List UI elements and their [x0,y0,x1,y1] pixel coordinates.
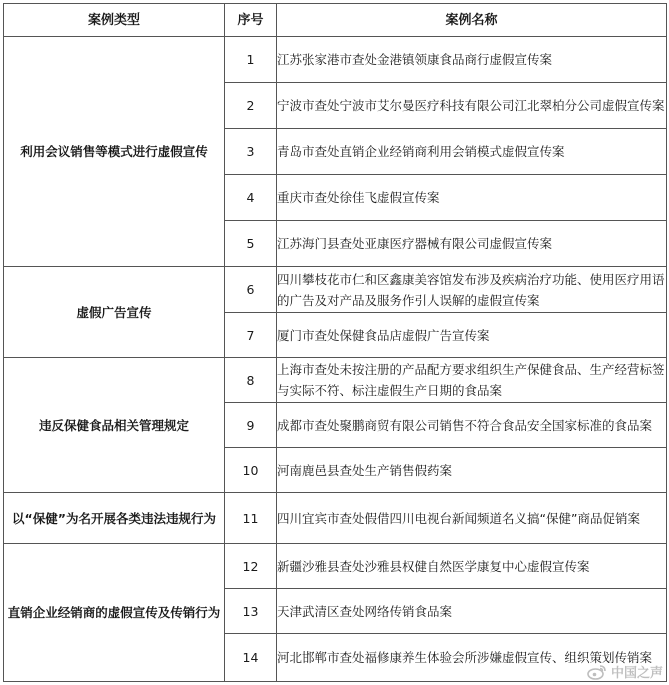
case-name: 宁波市查处宁波市艾尔曼医疗科技有限公司江北翠柏分公司虚假宣传案 [277,83,667,129]
case-number: 7 [225,313,277,358]
case-name: 重庆市查处徐佳飞虚假宣传案 [277,175,667,221]
case-name: 天津武清区查处网络传销食品案 [277,589,667,634]
case-number: 11 [225,493,277,544]
case-name: 四川攀枝花市仁和区鑫康美容馆发布涉及疾病治疗功能、使用医疗用语的广告及对产品及服务作引人误解的虚假宣传案 [277,267,667,313]
case-type-cell: 违反保健食品相关管理规定 [4,358,225,493]
table-row [4,493,667,544]
table-row [4,37,667,83]
case-name: 上海市查处未按注册的产品配方要求组织生产保健食品、生产经营标签与实际不符、标注虚假生产日期的食品案 [277,358,667,403]
case-number: 6 [225,267,277,313]
case-name: 新疆沙雅县查处沙雅县权健自然医学康复中心虚假宣传案 [277,544,667,589]
case-name: 青岛市查处直销企业经销商利用会销模式虚假宣传案 [277,129,667,175]
case-name: 成都市查处聚鹏商贸有限公司销售不符合食品安全国家标准的食品案 [277,403,667,448]
case-number: 5 [225,221,277,267]
watermark [587,662,663,681]
case-name: 江苏海门县查处亚康医疗器械有限公司虚假宣传案 [277,221,667,267]
table-row [4,544,667,589]
table-row [4,358,667,403]
case-name: 河南鹿邑县查处生产销售假药案 [277,448,667,493]
header-number: 序号 [225,4,277,37]
weibo-icon [587,664,607,680]
case-type-cell: 利用会议销售等模式进行虚假宣传 [4,37,225,267]
case-name: 河北邯郸市查处福修康养生体验会所涉嫌虚假宣传、组织策划传销案 [277,634,667,682]
case-number: 3 [225,129,277,175]
table-header-row [4,4,667,37]
header-case-name: 案例名称 [277,4,667,37]
case-number: 9 [225,403,277,448]
case-number: 12 [225,544,277,589]
case-number: 14 [225,634,277,682]
case-number: 8 [225,358,277,403]
header-case-type: 案例类型 [4,4,225,37]
case-number: 13 [225,589,277,634]
case-table [3,3,667,682]
case-number: 1 [225,37,277,83]
case-number: 2 [225,83,277,129]
case-type-cell: 直销企业经销商的虚假宣传及传销行为 [4,544,225,682]
case-name: 厦门市查处保健食品店虚假广告宣传案 [277,313,667,358]
case-number: 4 [225,175,277,221]
case-name: 江苏张家港市查处金港镇领康食品商行虚假宣传案 [277,37,667,83]
case-type-cell: 以“保健”为名开展各类违法违规行为 [4,493,225,544]
case-type-cell: 虚假广告宣传 [4,267,225,358]
case-name: 四川宜宾市查处假借四川电视台新闻频道名义搞“保健”商品促销案 [277,493,667,544]
table-row [4,267,667,313]
watermark-text: 中国之声 [610,666,663,681]
case-number: 10 [225,448,277,493]
